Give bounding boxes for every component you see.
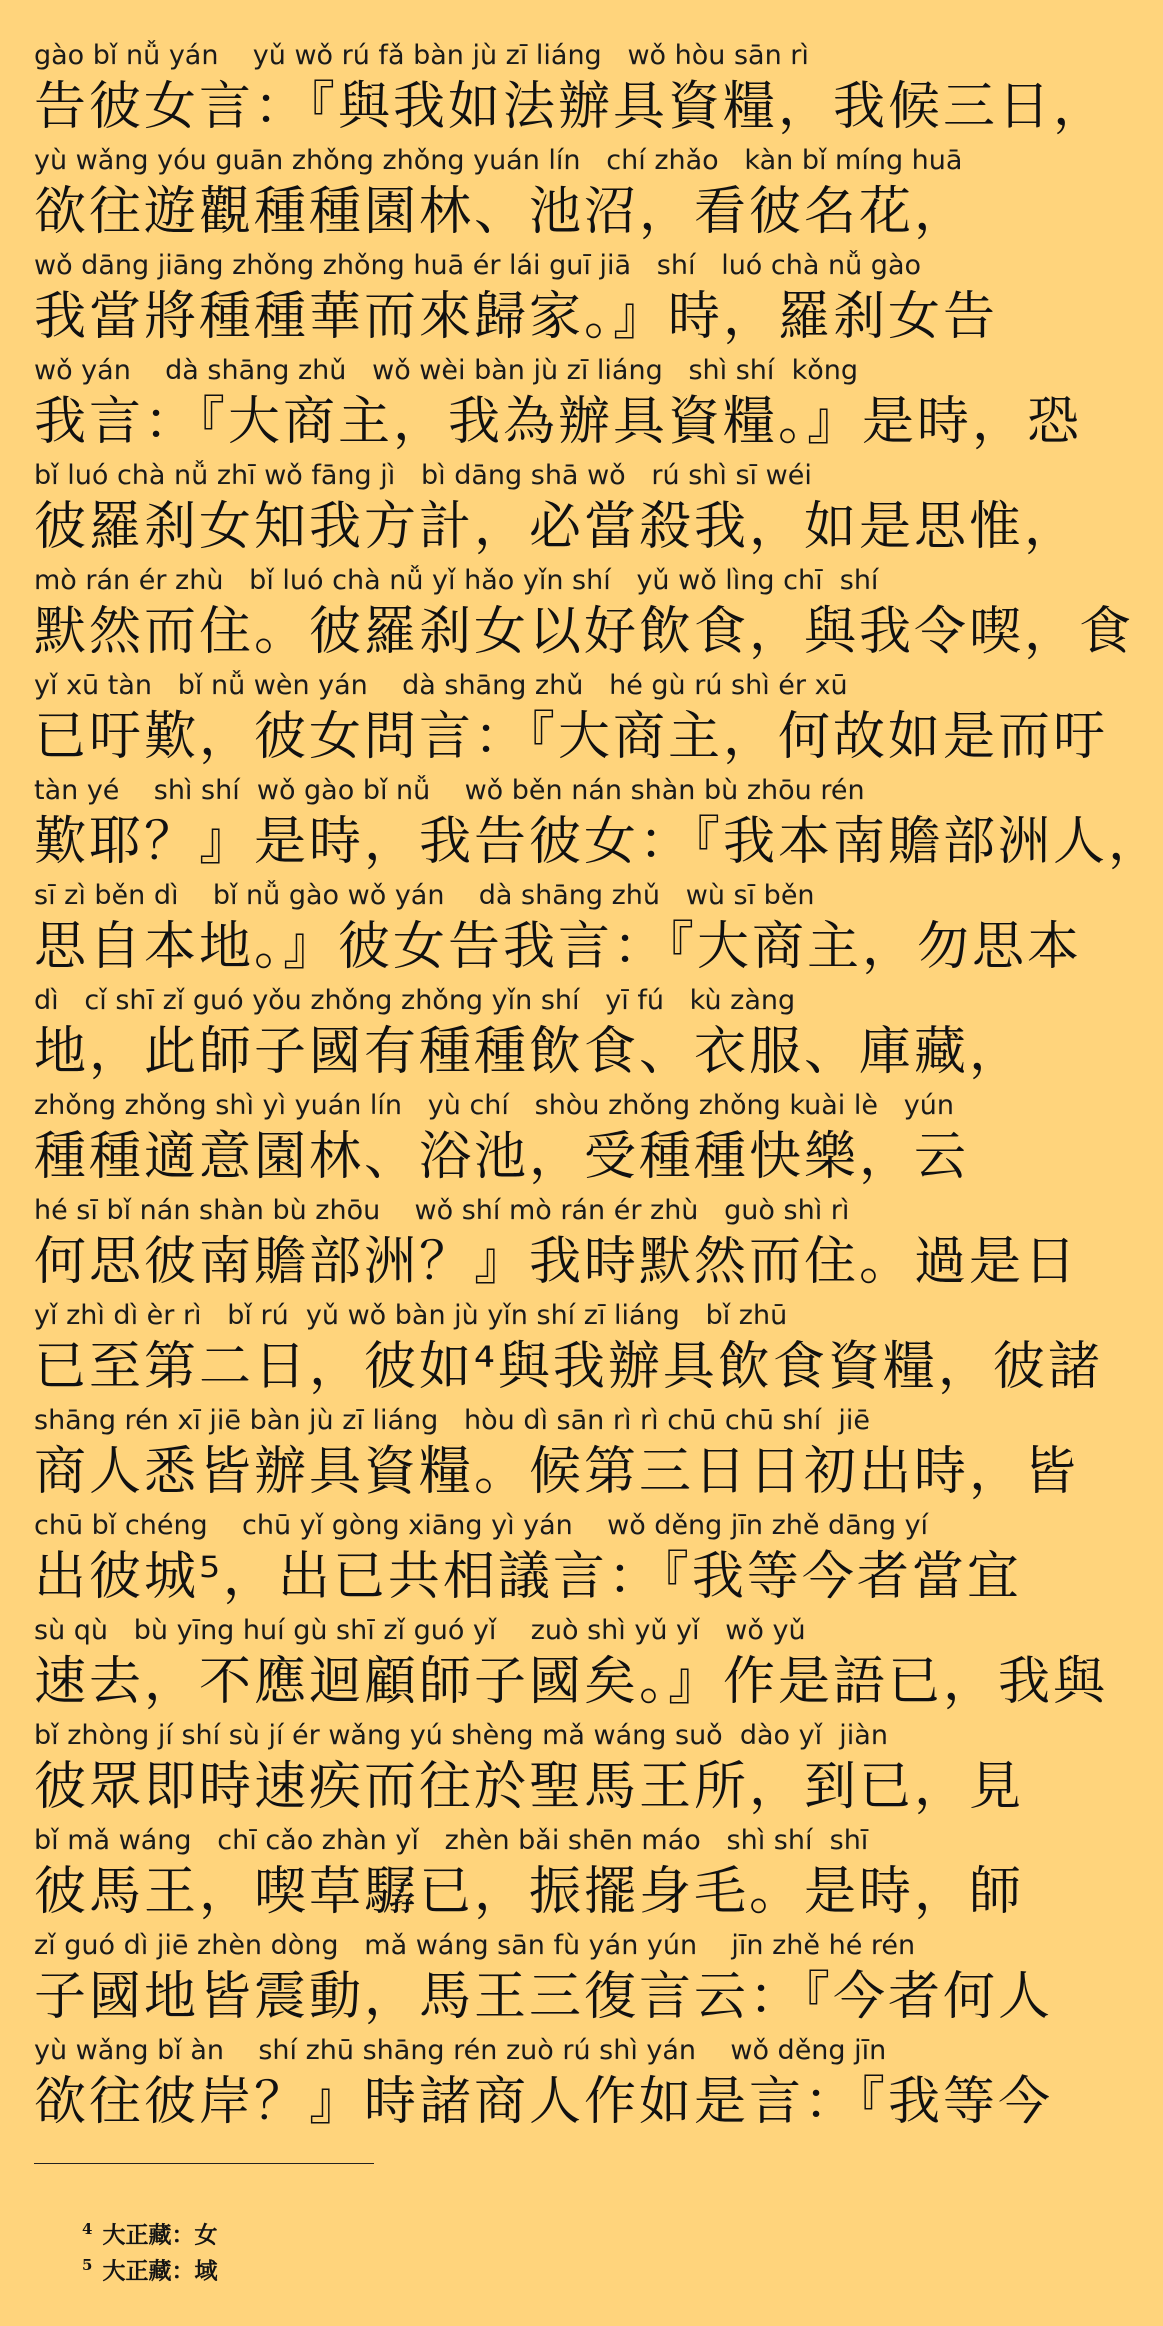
pinyin-line: wǒ yán dà shāng zhǔ wǒ wèi bàn jù zī liáng shì shí kǒng	[34, 355, 858, 386]
footnote-number: 5	[82, 2256, 93, 2274]
pinyin-line: yù wǎng yóu guān zhǒng zhǒng yuán lín chí zhǎo kàn bǐ míng huā	[34, 145, 963, 176]
footnote-divider	[34, 2163, 374, 2164]
text-line	[34, 561, 1135, 666]
hanzi-line: 種種適意園林、浴池，受種種快樂，云	[34, 1127, 970, 1187]
text-line	[34, 1086, 1046, 1191]
text-line	[34, 1821, 1046, 1926]
text-line	[34, 1506, 1046, 1611]
text-line	[34, 1296, 1103, 1401]
text-line	[34, 1926, 1054, 2031]
pinyin-line: bǐ mǎ wáng chī cǎo zhàn yǐ zhèn bǎi shēn máo shì shí shī	[34, 1825, 869, 1856]
hanzi-line: 已吁歎，彼女問言：『大商主，何故如是而吁	[34, 707, 1109, 767]
pinyin-line: hé sī bǐ nán shàn bù zhōu wǒ shí mò rán ér zhù guò shì rì	[34, 1195, 850, 1226]
text-line	[34, 351, 1083, 456]
hanzi-line: 彼馬王，喫草驏已，振擺身毛。是時，師	[34, 1862, 1025, 1922]
pinyin-line: tàn yé shì shí wǒ gào bǐ nǚ wǒ běn nán shàn bù zhōu rén	[34, 775, 865, 806]
pinyin-line: sù qù bù yīng huí gù shī zǐ guó yǐ zuò shì yǔ yǐ wǒ yǔ	[34, 1615, 806, 1646]
pinyin-line: gào bǐ nǚ yán yǔ wǒ rú fǎ bàn jù zī liáng wǒ hòu sān rì	[34, 40, 809, 71]
pinyin-line: dì cǐ shī zǐ guó yǒu zhǒng zhǒng yǐn shí yī fú kù zàng	[34, 985, 796, 1016]
pinyin-line: mò rán ér zhù bǐ luó chà nǚ yǐ hǎo yǐn shí yǔ wǒ lìng chī shí	[34, 565, 879, 596]
hanzi-line: 出彼城⁵，出已共相議言：『我等今者當宜	[34, 1547, 1022, 1607]
pinyin-line: zhǒng zhǒng shì yì yuán lín yù chí shòu zhǒng zhǒng kuài lè yún	[34, 1090, 954, 1121]
text-line	[34, 771, 1163, 876]
hanzi-line: 地，此師子國有種種飲食、衣服、庫藏，	[34, 1022, 1025, 1082]
footnotes	[34, 2175, 634, 2285]
pinyin-line: wǒ dāng jiāng zhǒng zhǒng huā ér lái guī jiā shí luó chà nǚ gào	[34, 250, 922, 281]
hanzi-line: 默然而住。彼羅刹女以好飲食，與我令喫，食	[34, 602, 1135, 662]
text-line	[34, 36, 1109, 141]
pinyin-line: bǐ luó chà nǚ zhī wǒ fāng jì bì dāng shā wǒ rú shì sī wéi	[34, 460, 812, 491]
footnote-text: 大正藏：域	[102, 2257, 218, 2285]
hanzi-line: 商人悉皆辦具資糧。候第三日日初出時，皆	[34, 1442, 1080, 1502]
hanzi-line: 欲往彼岸？』時諸商人作如是言：『我等今	[34, 2072, 1054, 2132]
hanzi-line: 子國地皆震動，馬王三復言云：『今者何人	[34, 1967, 1054, 2027]
pinyin-line: sī zì běn dì bǐ nǚ gào wǒ yán dà shāng zhǔ wù sī běn	[34, 880, 815, 911]
hanzi-line: 我言：『大商主，我為辦具資糧。』是時，恐	[34, 392, 1083, 452]
footnote-item	[34, 2175, 634, 2249]
pinyin-line: yǐ xū tàn bǐ nǚ wèn yán dà shāng zhǔ hé gù rú shì ér xū	[34, 670, 848, 701]
hanzi-line: 彼眾即時速疾而往於聖馬王所，到已，見	[34, 1757, 1025, 1817]
pinyin-line: zǐ guó dì jiē zhèn dòng mǎ wáng sān fù yán yún jīn zhě hé rén	[34, 1930, 916, 1961]
text-line	[34, 666, 1109, 771]
pinyin-line: yù wǎng bǐ àn shí zhū shāng rén zuò rú shì yán wǒ děng jīn	[34, 2035, 887, 2066]
hanzi-line: 歎耶？』是時，我告彼女：『我本南贍部洲人，	[34, 812, 1163, 872]
footnote-number: 4	[82, 2220, 93, 2238]
text-line	[34, 1401, 1080, 1506]
pinyin-line: yǐ zhì dì èr rì bǐ rú yǔ wǒ bàn jù yǐn shí zī liáng bǐ zhū	[34, 1300, 788, 1331]
text-line	[34, 876, 1083, 981]
text-line	[34, 1191, 1080, 1296]
pinyin-line: shāng rén xī jiē bàn jù zī liáng hòu dì sān rì rì chū chū shí jiē	[34, 1405, 870, 1436]
hanzi-line: 已至第二日，彼如⁴與我辦具飲食資糧，彼諸	[34, 1337, 1103, 1397]
footnote-text: 大正藏：女	[102, 2221, 218, 2249]
hanzi-line: 彼羅刹女知我方計，必當殺我，如是思惟，	[34, 497, 1080, 557]
text-line	[34, 456, 1080, 561]
hanzi-line: 速去，不應迴顧師子國矣。』作是語已，我與	[34, 1652, 1109, 1712]
text-line	[34, 1716, 1046, 1821]
text-line	[34, 246, 1046, 351]
text-line	[34, 2031, 1054, 2136]
sutra-text-block	[34, 36, 1163, 2136]
hanzi-line: 告彼女言：『與我如法辦具資糧，我候三日，	[34, 77, 1109, 137]
pinyin-line: chū bǐ chéng chū yǐ gòng xiāng yì yán wǒ děng jīn zhě dāng yí	[34, 1510, 929, 1541]
pinyin-line: bǐ zhòng jí shí sù jí ér wǎng yú shèng mǎ wáng suǒ dào yǐ jiàn	[34, 1720, 888, 1751]
text-line	[34, 981, 1046, 1086]
text-line	[34, 1611, 1109, 1716]
hanzi-line: 何思彼南贍部洲？』我時默然而住。過是日	[34, 1232, 1080, 1292]
text-line	[34, 141, 1046, 246]
hanzi-line: 思自本地。』彼女告我言：『大商主，勿思本	[34, 917, 1083, 977]
hanzi-line: 我當將種種華而來歸家。』時，羅刹女告	[34, 287, 999, 347]
hanzi-line: 欲往遊觀種種園林、池沼，看彼名花，	[34, 182, 970, 242]
